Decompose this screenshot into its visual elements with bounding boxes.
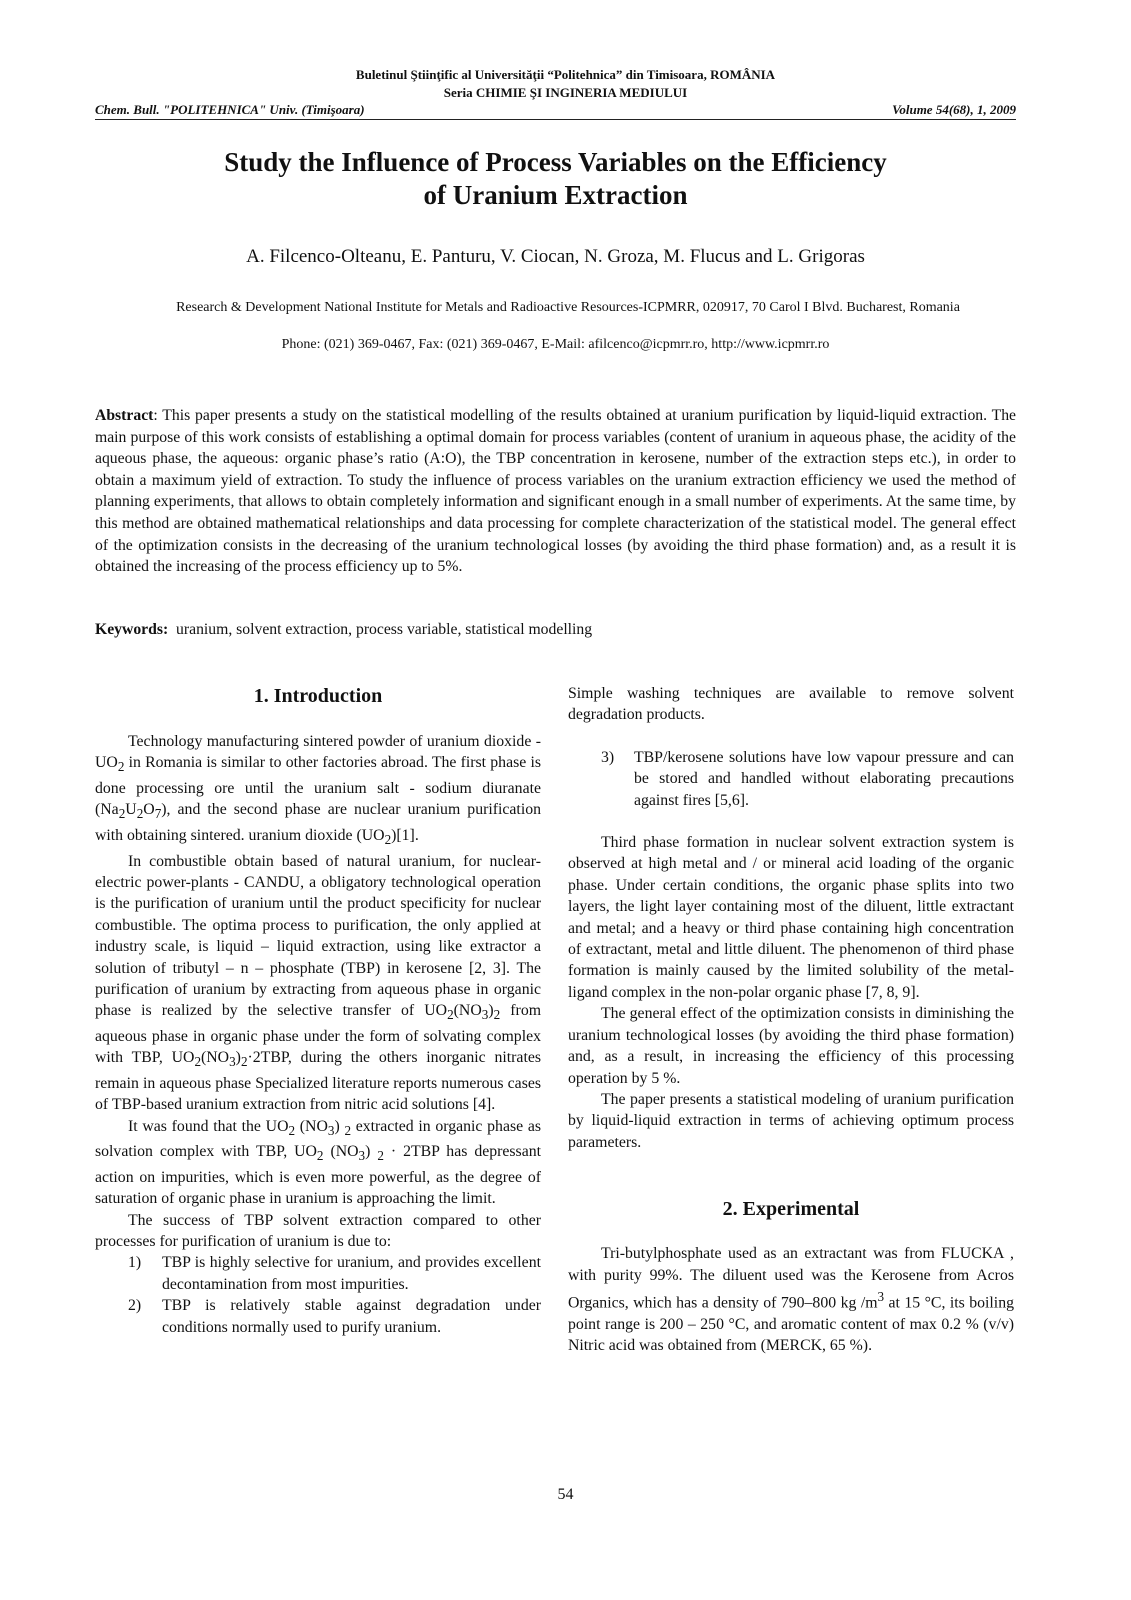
advantages-list (95, 1252, 541, 1338)
section-heading-introduction: 1. Introduction (253, 685, 383, 707)
page-number: 54 (557, 1486, 574, 1503)
journal-name: Chem. Bull. "POLITEHNICA" Univ. (Timişoara) (95, 102, 365, 117)
list-item-number: 3) (601, 748, 615, 766)
intro-paragraph-1: Technology manufacturing sintered powder of uranium dioxide - $UO_2$ in Romania is similar to other factories abroad. The first phase is done processing ore until the uranium salt - sodium diuranate $(Na_2U_2O_7)$, and the second phase are nuclear uranium purification with obtaining sintered. uranium dioxide $(UO_2)[1]$. (95, 733, 541, 848)
abstract (95, 405, 1016, 578)
intro-paragraph-4: The success of TBP solvent extraction compared to other processes for purification of uranium is due to: (95, 1211, 541, 1251)
paper-affiliation: Research & Development National Institute for Metals and Radioactive Resources-ICPMRR, 020917, 70 Carol I Blvd. Bucharest, Romania (176, 300, 960, 315)
right-column (568, 683, 1014, 1356)
intro-paragraph-3: It was found that the $UO_2$ $(NO_3)$ $_2$ extracted in organic phase as solvation complex with TBP, $UO_2$ $(NO_3) _2 \cdot 2TBP$ has depressant action on impurities, which is even more powerful, as the degree of saturation of organic phase in uranium is approaching the limit. (95, 1117, 541, 1208)
keywords-label: Keywords: (95, 621, 169, 638)
keywords (95, 621, 1016, 639)
list-item (95, 1295, 541, 1338)
journal-header-row (95, 102, 1016, 120)
keywords-text: uranium, solvent extraction, process variable, statistical modelling (176, 621, 593, 638)
list-item-text: TBP is highly selective for uranium, and provides excellent decontamination from most impurities. (162, 1254, 541, 1293)
right-paragraph-3: The general effect of the optimization consists in diminishing the uranium technological losses (by avoiding the third phase formation) and, as a result, in increasing the efficiency of this processing operation by 5 %. (568, 1005, 1014, 1087)
left-column (95, 683, 541, 1338)
paper-title-line2: of Uranium Extraction (423, 180, 688, 210)
advantages-list-continued (568, 747, 1014, 811)
paper-contact: Phone: (021) 369-0467, Fax: (021) 369-0467, E-Mail: afilcenco@icpmrr.ro, http://www.icpmrr.ro (281, 337, 830, 352)
list-item-text: TBP/kerosene solutions have low vapour pressure and can be stored and handled without elaborating precautions against fires [5,6]. (634, 748, 1014, 809)
paper-title (95, 146, 1016, 212)
paper-authors: A. Filcenco-Olteanu, E. Panturu, V. Ciocan, N. Groza, M. Flucus and L. Grigoras (246, 246, 865, 267)
right-paragraph-2: Third phase formation in nuclear solvent extraction system is observed at high metal and / or mineral acid loading of the organic phase. Under certain conditions, the organic phase splits into two layers, the light layer containing most of the diluent, little extractant and metal; and a heavy or third phase containing high concentration of extractant, metal and little diluent. The phenomenon of third phase formation is mainly caused by the limited solubility of the metal-ligand complex in the non-polar organic phase [7, 8, 9]. (568, 834, 1014, 1001)
abstract-text: : This paper presents a study on the statistical modelling of the results obtained at uranium purification by liquid-liquid extraction. The main purpose of this work consists of establishing a optimal domain for process variables (content of uranium in aqueous phase, the acidity of the aqueous phase, the aqueous: organic phase’s ratio (A:O), the TBP concentration in kerosene, number of the extraction steps etc.), in order to obtain a maximum yield of extraction. To study the influence of process variables on the uranium extraction efficiency we used the method of planning experiments, that allows to obtain completely information and significant enough in a small number of experiments. At the same time, by this method are obtained mathematical relationships and data processing for complete characterization of the statistical model. The general effect of the optimization consists in the decreasing of the uranium technological losses (by avoiding the third phase formation) and, as a result it is obtained the increasing of the process efficiency up to 5%. (95, 407, 1016, 576)
section-heading-experimental: 2. Experimental (722, 1198, 860, 1221)
abstract-label: Abstract (95, 407, 154, 424)
list-item-text: TBP is relatively stable against degradation under conditions normally used to purify uranium. (162, 1297, 541, 1336)
right-paragraph-4: The paper presents a statistical modeling of uranium purification by liquid-liquid extraction in terms of achieving optimum process parameters. (568, 1090, 1014, 1151)
experimental-paragraph-1: Tri-butylphosphate used as an extractant was from FLUCKA , with purity 99%. The diluent used was the Kerosene from Acros Organics, which has a density of 790–800 kg $/m^3$ at 15 °C, its boiling point range is 200 – 250 °C, and aromatic content of max 0.2 % (v/v) Nitric acid was obtained from (MERCK, 65 %). (568, 1245, 1014, 1355)
paper-title-line1: Study the Influence of Process Variables on the Efficiency (224, 147, 887, 177)
list-item (95, 1252, 541, 1295)
list-item-number: 1) (128, 1254, 142, 1272)
right-paragraph-1: Simple washing techniques are available to remove solvent degradation products. (568, 685, 1014, 724)
list-item-number: 2) (128, 1297, 142, 1315)
list-item (568, 747, 1014, 811)
intro-paragraph-2: In combustible obtain based of natural uranium, for nuclear-electric power-plants - CANDU, a obligatory technological operation is the purification of uranium until the product specificity for nuclear combustible. The optima process to purification, the only applied at industry scale, is liquid – liquid extraction, using like extractor a solution of tributyl – n – phosphate (TBP) in kerosene [2, 3]. The purification of uranium by extracting from aqueous phase in organic phase is realized by the selective transfer of $UO_2(NO_3)_2$ from aqueous phase in organic phase under the form of solvating complex with TBP, $UO_2(NO_3)_2\cdot 2TBP$, during the others inorganic nitrates remain in aqueous phase Specialized literature reports numerous cases of TBP-based uranium extraction from nitric acid solutions [4]. (95, 852, 542, 1114)
journal-header-line1: Buletinul Ştiinţific al Universităţii “Politehnica” din Timisoara, ROMÂNIA (355, 67, 776, 82)
journal-header-line2: Seria CHIMIE ŞI INGINERIA MEDIULUI (443, 85, 688, 100)
journal-volume: Volume 54(68), 1, 2009 (892, 102, 1016, 117)
